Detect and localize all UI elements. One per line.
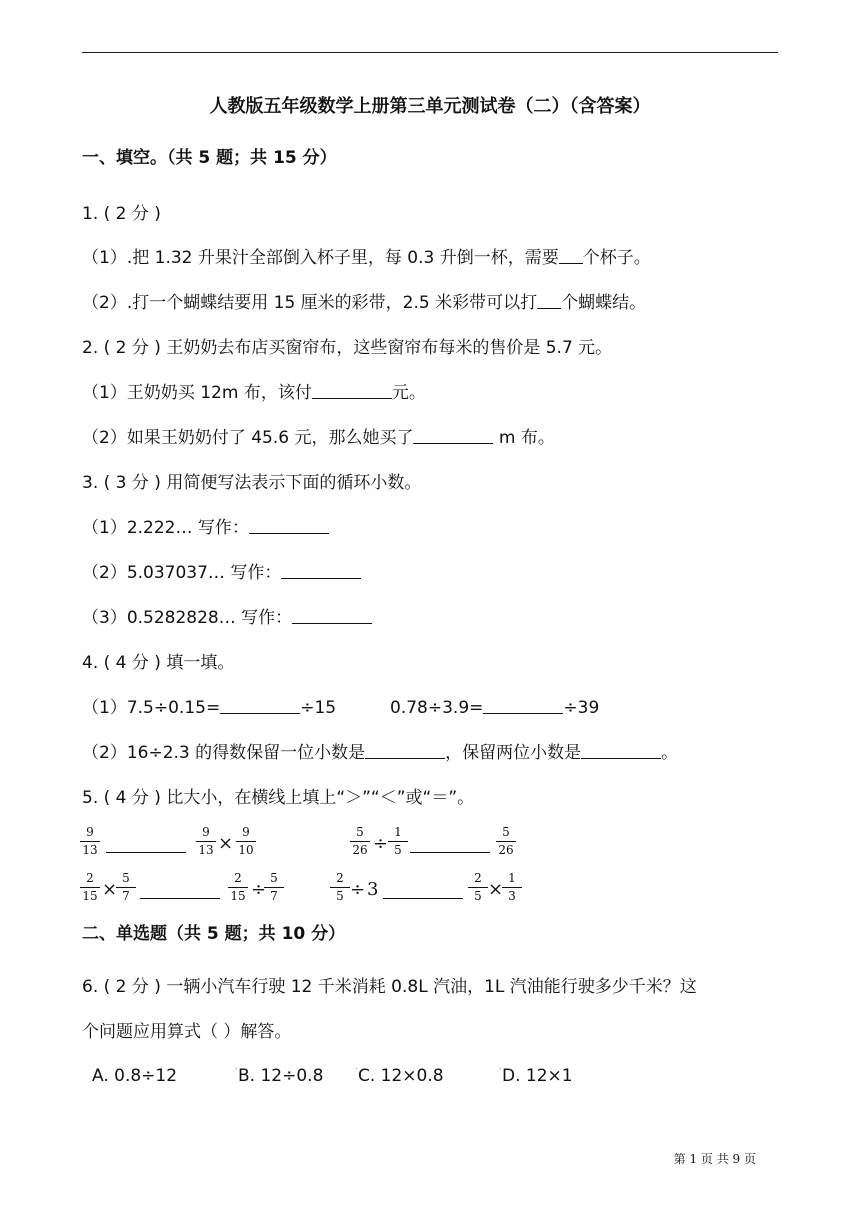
question-4-part-1b — [390, 696, 599, 720]
q2-s1-tail: 元。 — [391, 383, 426, 403]
multiply-operator: × — [488, 879, 504, 900]
fraction: 9 13 — [80, 826, 100, 857]
fraction: 2 15 — [228, 872, 248, 903]
answer-blank[interactable] — [581, 741, 661, 759]
question-4-part-2 — [82, 741, 678, 765]
fraction: 5 7 — [264, 872, 284, 903]
compare-blank[interactable] — [140, 898, 220, 899]
compare-blank[interactable] — [383, 898, 463, 899]
multiply-operator: × — [102, 879, 118, 900]
option-a[interactable]: A. 0.8÷12 — [92, 1066, 178, 1086]
divide-operator: ÷ — [373, 833, 389, 854]
q2-s1-text: （1）王奶奶买 12m 布，该付 — [82, 383, 312, 403]
question-1-part-1 — [82, 246, 651, 270]
option-d[interactable]: D. 12×1 — [502, 1066, 573, 1086]
question-2-head: 2. ( 2 分 ) 王奶奶去布店买窗帘布，这些窗帘布每米的售价是 5.7 元。 — [82, 338, 613, 358]
question-4-part-1a — [82, 696, 336, 720]
q4-s1-tail: ÷15 — [300, 698, 337, 718]
question-6-line-1: 6. ( 2 分 ) 一辆小汽车行驶 12 千米消耗 0.8L 汽油，1L 汽油能行驶多少千米？这 — [82, 977, 697, 997]
question-2-part-1 — [82, 381, 426, 405]
q4-s2-mid: ，保留两位小数是 — [445, 743, 582, 763]
q1-s2-text: （2）.打一个蝴蝶结要用 15 厘米的彩带，2.5 米彩带可以打 — [82, 293, 538, 313]
answer-blank[interactable] — [249, 516, 329, 534]
q3-s2-text: （2）5.037037… 写作： — [82, 563, 282, 583]
question-3-part-1 — [82, 516, 329, 540]
question-3-part-3 — [82, 606, 372, 630]
question-6-line-2: 个问题应用算式（ ）解答。 — [82, 1022, 292, 1042]
option-c[interactable]: C. 12×0.8 — [358, 1066, 444, 1086]
q3-s1-text: （1）2.222… 写作： — [82, 518, 249, 538]
page-title: 人教版五年级数学上册第三单元测试卷（二）（含答案） — [209, 96, 651, 117]
multiply-operator: × — [218, 833, 234, 854]
answer-blank[interactable] — [483, 696, 563, 714]
answer-blank[interactable] — [537, 291, 561, 309]
answer-blank[interactable] — [559, 246, 583, 264]
question-3-head: 3. ( 3 分 ) 用简便写法表示下面的循环小数。 — [82, 473, 422, 493]
q4-s1-text-2: 0.78÷3.9= — [390, 698, 484, 718]
fraction: 9 13 — [196, 826, 216, 857]
compare-blank[interactable] — [106, 852, 186, 853]
divide-operator: ÷ — [350, 879, 366, 900]
question-5-head: 5. ( 4 分 ) 比大小，在横线上填上“＞”“＜”或“＝”。 — [82, 788, 475, 808]
fraction: 1 5 — [388, 826, 408, 857]
page-number: 第 1 页 共 9 页 — [673, 1152, 756, 1166]
header-rule — [82, 52, 778, 53]
option-marker: ˙ — [234, 1068, 239, 1078]
q2-s2-tail: m 布。 — [493, 428, 555, 448]
fraction: 2 5 — [330, 872, 350, 903]
question-1-part-2 — [82, 291, 646, 315]
fraction: 9 10 — [236, 826, 256, 857]
fraction: 5 26 — [496, 826, 516, 857]
option-marker: ˙ — [354, 1068, 359, 1078]
q4-s2-text: （2）16÷2.3 的得数保留一位小数是 — [82, 743, 366, 763]
fraction: 2 5 — [468, 872, 488, 903]
q2-s2-text: （2）如果王奶奶付了 45.6 元，那么她买了 — [82, 428, 414, 448]
fraction: 1 3 — [502, 872, 522, 903]
integer-value: 3 — [367, 879, 379, 900]
answer-blank[interactable] — [292, 606, 372, 624]
question-2-part-2 — [82, 426, 555, 450]
fraction: 2 15 — [80, 872, 100, 903]
fraction: 5 7 — [116, 872, 136, 903]
q1-s1-tail: 个杯子。 — [582, 248, 651, 268]
q1-s2-tail: 个蝴蝶结。 — [561, 293, 647, 313]
question-3-part-2 — [82, 561, 361, 585]
q4-s2-tail: 。 — [661, 743, 679, 763]
question-4-head: 4. ( 4 分 ) 填一填。 — [82, 653, 235, 673]
q4-s1-text: （1）7.5÷0.15= — [82, 698, 221, 718]
section-heading-single-choice: 二、单选题（共 5 题；共 10 分） — [82, 924, 346, 944]
q4-s1-tail-2: ÷39 — [563, 698, 600, 718]
section-heading-fill-in: 一、填空。（共 5 题；共 15 分） — [82, 148, 337, 168]
answer-blank[interactable] — [365, 741, 445, 759]
answer-blank[interactable] — [281, 561, 361, 579]
compare-blank[interactable] — [410, 852, 490, 853]
answer-blank[interactable] — [413, 426, 493, 444]
divide-operator: ÷ — [251, 879, 267, 900]
option-b[interactable]: B. 12÷0.8 — [238, 1066, 324, 1086]
q3-s3-text: （3）0.5282828… 写作： — [82, 608, 293, 628]
answer-blank[interactable] — [312, 381, 392, 399]
option-marker: ˙ — [498, 1068, 503, 1078]
answer-blank[interactable] — [220, 696, 300, 714]
q1-s1-text: （1）.把 1.32 升果汁全部倒入杯子里，每 0.3 升倒一杯，需要 — [82, 248, 559, 268]
fraction: 5 26 — [350, 826, 370, 857]
question-1-head: 1. ( 2 分 ) — [82, 204, 161, 224]
